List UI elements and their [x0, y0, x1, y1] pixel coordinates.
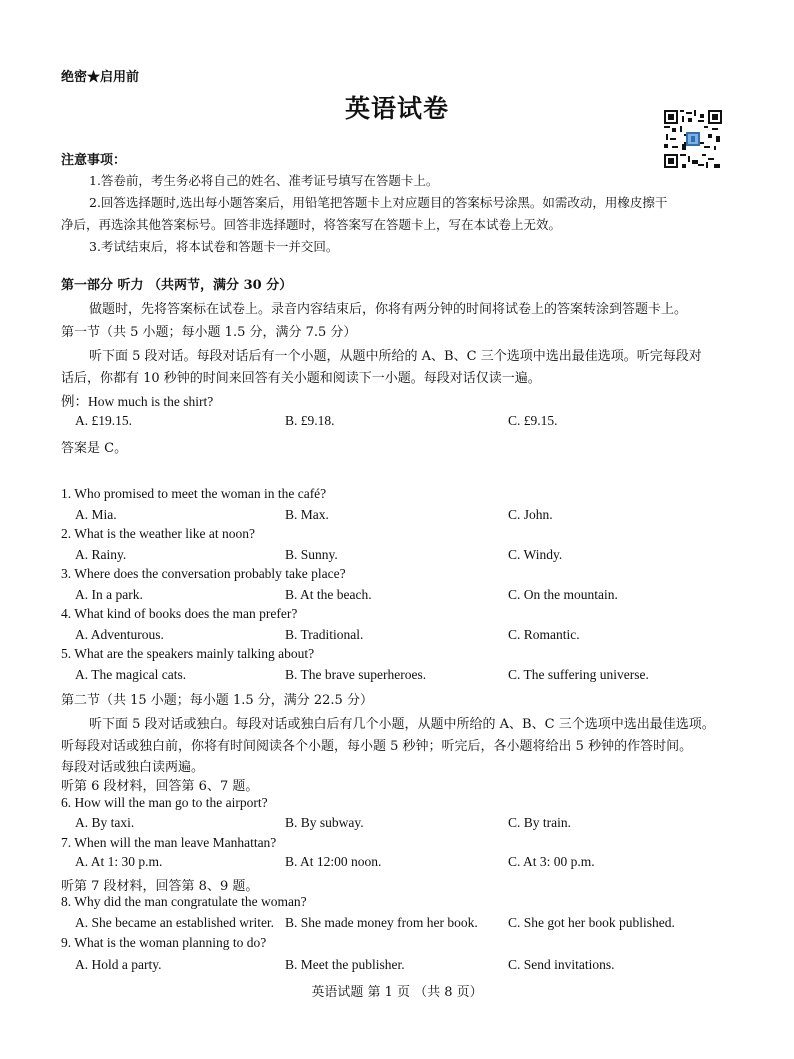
option-b: B. Meet the publisher.: [285, 957, 405, 972]
qr-code-icon: [664, 110, 722, 168]
question-text: 3. Where does the conversation probably take place?: [61, 566, 346, 581]
section1-instruction: 听下面 5 段对话。每段对话后有一个小题，从题中所给的 A、B、C 三个选项中选出最佳选项。听完每段对: [89, 349, 702, 364]
option-c: C. At 3: 00 p.m.: [508, 854, 595, 869]
confidential-label: 绝密★启用前: [61, 70, 140, 85]
question-text: 2. What is the weather like at noon?: [61, 526, 255, 541]
option-c: C. Windy.: [508, 547, 563, 562]
section2-instruction: 每段对话或独白读两遍。: [61, 760, 205, 775]
notice-item: 1.答卷前，考生务必将自己的姓名、准考证号填写在答题卡上。: [89, 173, 439, 188]
section2-heading: 第二节（共 15 小题；每小题 1.5 分，满分 22.5 分）: [61, 693, 373, 708]
material-heading: 听第 7 段材料，回答第 8、9 题。: [61, 879, 259, 894]
notice-item: 2.回答选择题时,选出每小题答案后，用铅笔把答题卡上对应题目的答案标号涂黑。如需改动，用橡皮擦干: [89, 195, 668, 210]
option-c: C. Romantic.: [508, 627, 580, 642]
option-c: C. On the mountain.: [508, 587, 618, 602]
option-a: A. The magical cats.: [75, 667, 187, 682]
material-heading: 听第 6 段材料，回答第 6、7 题。: [61, 779, 259, 794]
section1-heading: 第一节（共 5 小题；每小题 1.5 分，满分 7.5 分）: [61, 325, 357, 340]
option-a: A. In a park.: [75, 587, 143, 602]
option-a: A. Mia.: [75, 507, 117, 522]
question-text: 8. Why did the man congratulate the woman?: [61, 894, 307, 909]
example-answer: 答案是 C。: [61, 441, 128, 456]
option-b: B. The brave superheroes.: [285, 667, 427, 682]
option-c: C. John.: [508, 507, 553, 522]
option-c: C. The suffering universe.: [508, 667, 649, 682]
example-option-b: B. £9.18.: [285, 413, 335, 428]
option-a: A. She became an established writer.: [75, 915, 275, 930]
option-a: A. By taxi.: [75, 815, 135, 830]
question-text: 6. How will the man go to the airport?: [61, 795, 268, 810]
option-b: B. Sunny.: [285, 547, 338, 562]
part1-intro: 做题时，先将答案标在试卷上。录音内容结束后，你将有两分钟的时间将试卷上的答案转涂到答题卡上。: [89, 302, 688, 317]
option-c: C. Send invitations.: [508, 957, 615, 972]
question-text: 4. What kind of books does the man prefer?: [61, 606, 298, 621]
question-text: 7. When will the man leave Manhattan?: [61, 835, 277, 850]
section2-instruction: 听下面 5 段对话或独白。每段对话或独白后有几个小题，从题中所给的 A、B、C 三个选项中选出最佳选项。: [89, 717, 715, 732]
section2-instruction: 听每段对话或独白前，你将有时间阅读各个小题，每小题 5 秒钟；听完后，各小题将给出 5 秒钟的作答时间。: [61, 739, 693, 754]
question-text: 5. What are the speakers mainly talking about?: [61, 646, 315, 661]
option-b: B. At 12:00 noon.: [285, 854, 382, 869]
option-a: A. Rainy.: [75, 547, 127, 562]
notice-item: 净后，再选涂其他答案标号。回答非选择题时，将答案写在答题卡上，写在本试卷上无效。: [61, 217, 562, 232]
question-text: 9. What is the woman planning to do?: [61, 935, 267, 950]
section1-instruction: 话后，你都有 10 秒钟的时间来回答有关小题和阅读下一小题。每段对话仅读一遍。: [61, 371, 541, 386]
question-text: 1. Who promised to meet the woman in the café?: [61, 486, 327, 501]
notice-item: 3.考试结束后，将本试卷和答题卡一并交回。: [89, 239, 339, 254]
option-a: A. At 1: 30 p.m.: [75, 854, 163, 869]
page-footer: 英语试题 第 1 页 （共 8 页）: [311, 985, 483, 1000]
example-option-a: A. £19.15.: [75, 413, 132, 428]
option-c: C. She got her book published.: [508, 915, 675, 930]
example-question: 例：How much is the shirt?: [61, 394, 214, 409]
option-a: A. Adventurous.: [75, 627, 164, 642]
option-b: B. Traditional.: [285, 627, 364, 642]
option-a: A. Hold a party.: [75, 957, 162, 972]
example-option-c: C. £9.15.: [508, 413, 558, 428]
option-b: B. Max.: [285, 507, 329, 522]
option-c: C. By train.: [508, 815, 571, 830]
part1-heading: 第一部分 听力 （共两节，满分 30 分）: [61, 278, 293, 293]
option-b: B. By subway.: [285, 815, 364, 830]
page-title: 英语试卷: [344, 94, 449, 123]
option-b: B. At the beach.: [285, 587, 372, 602]
option-b: B. She made money from her book.: [285, 915, 478, 930]
notice-heading: 注意事项：: [61, 153, 127, 168]
